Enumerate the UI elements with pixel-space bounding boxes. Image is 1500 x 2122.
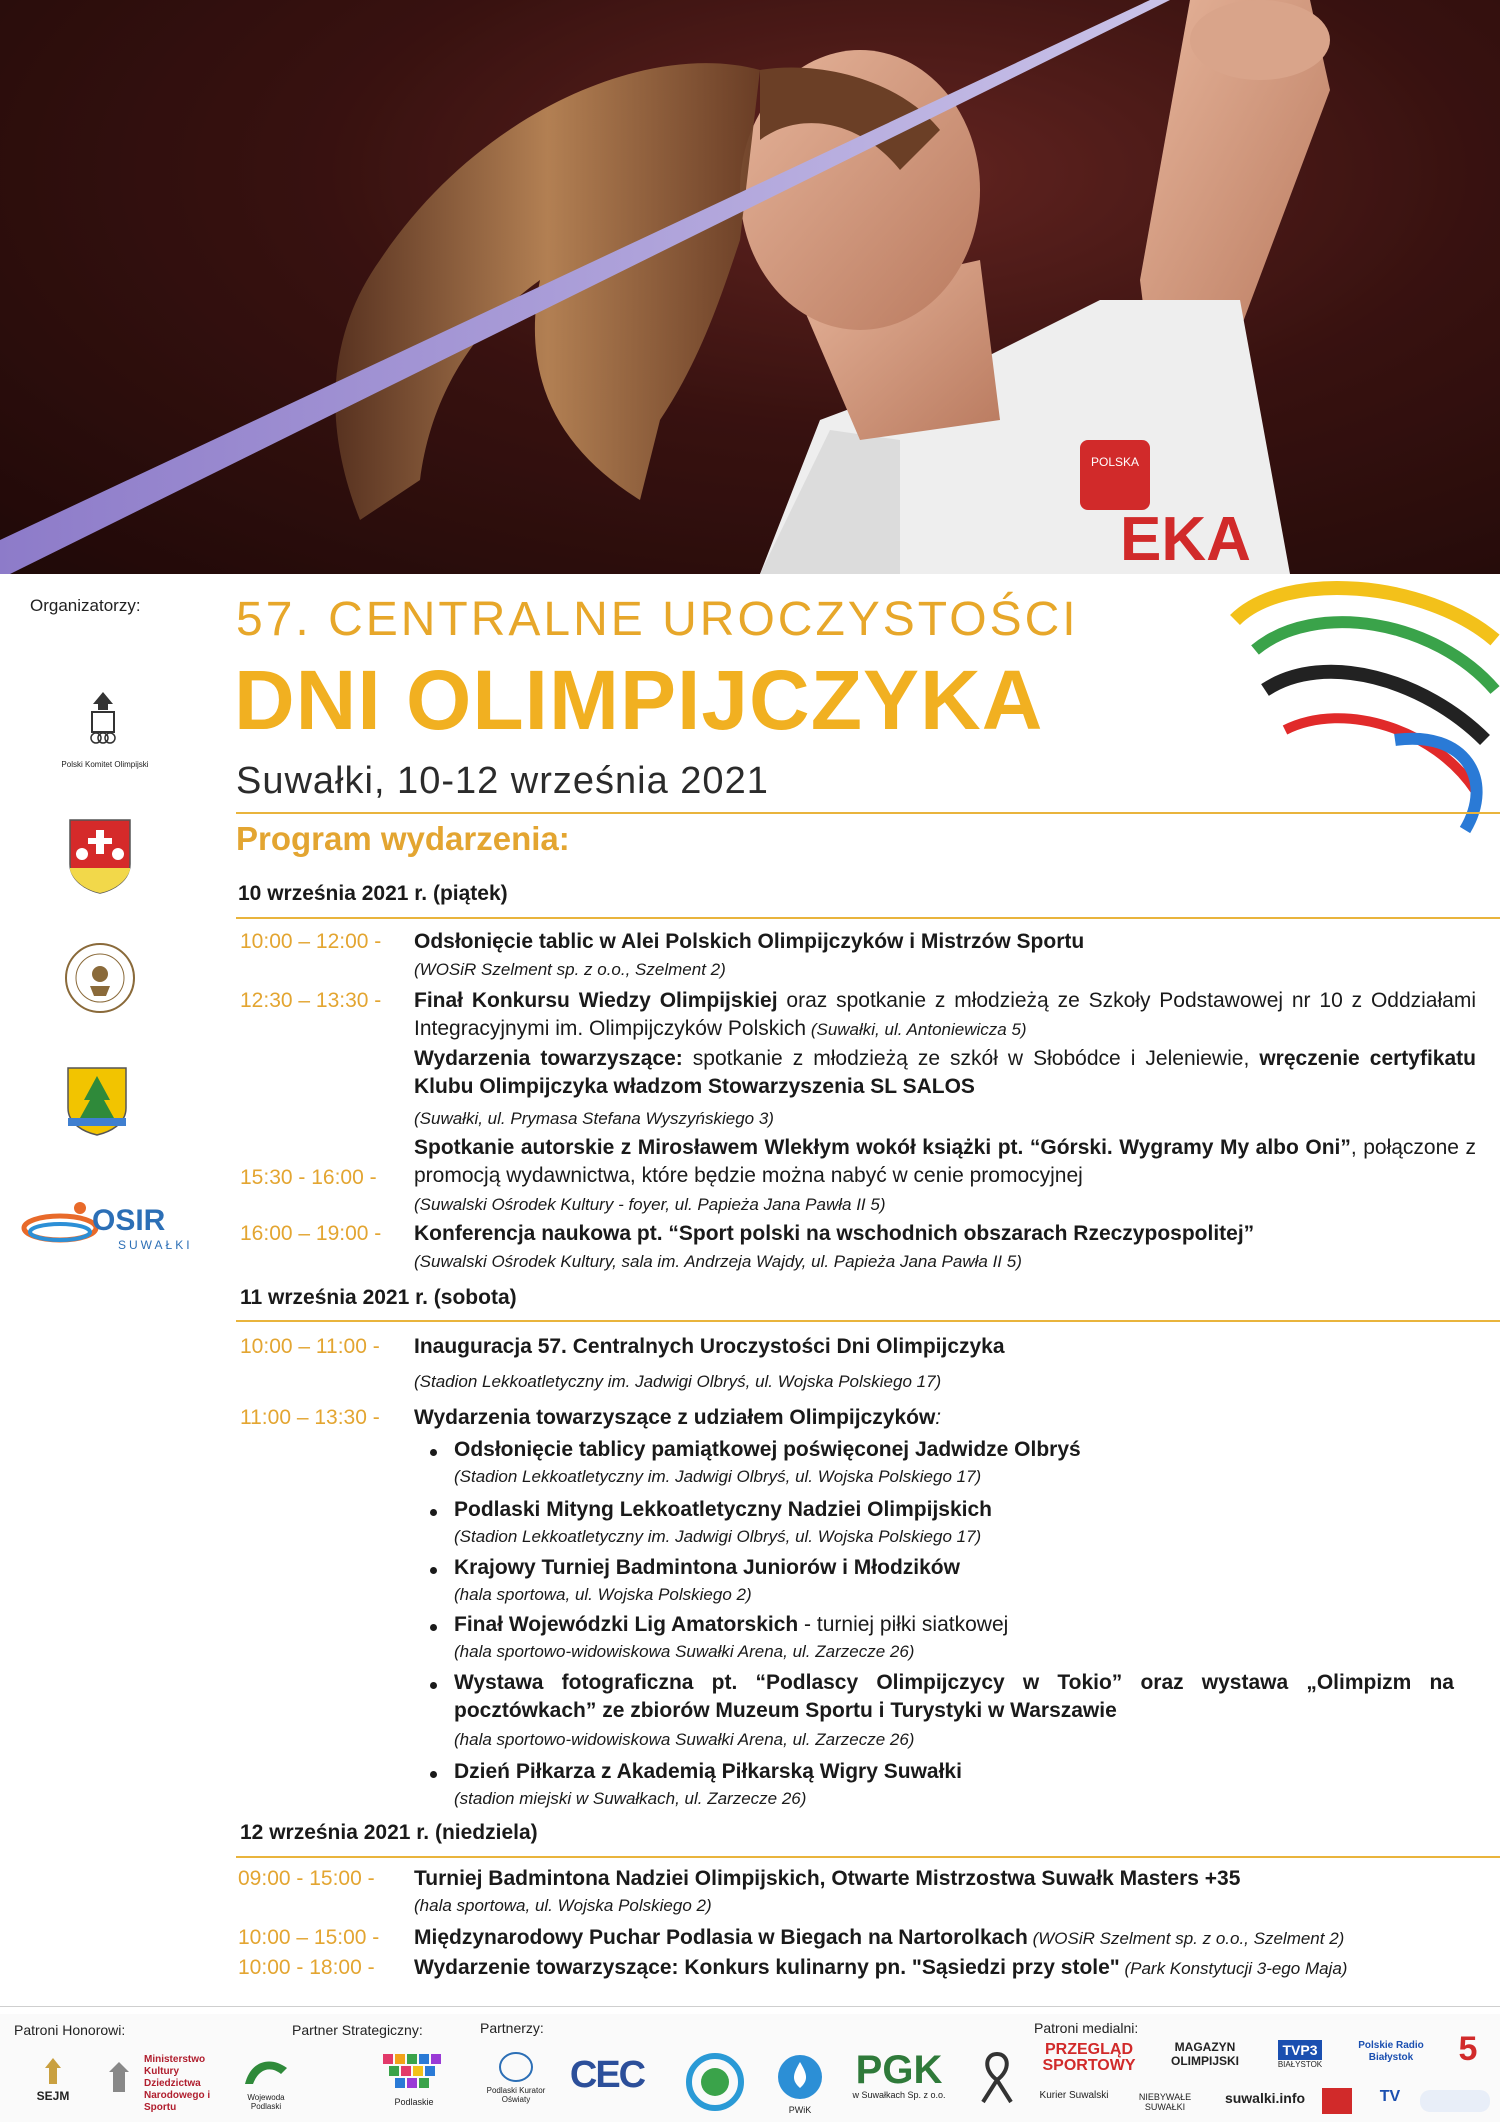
event-name: Wydarzenia towarzyszące: — [414, 1047, 683, 1070]
event-description — [414, 1924, 1494, 1953]
pwik-text: PWiK — [788, 2105, 812, 2115]
list-item — [454, 1554, 1454, 1582]
tvp3-logo — [1270, 2040, 1330, 2069]
hero-photo — [0, 0, 1500, 574]
event-details: , połączone z promocją wydawnictwa, które będzie można nabyć w cenie promocyjnej — [414, 1136, 1476, 1187]
suwalki-coat-of-arms — [68, 818, 132, 894]
event-name: Wydarzenie towarzyszące: Konkurs kulinarny pn. "Sąsiedzi przy stole" — [414, 1956, 1120, 1979]
radio5-logo: 5 — [1458, 2030, 1478, 2068]
list-item-title: Odsłonięcie tablicy pamiątkowej poświęconej Jadwidze Olbryś — [454, 1438, 1081, 1461]
sejm-logo — [18, 2056, 88, 2103]
eagle-emblem — [96, 2058, 142, 2101]
podlaskie-text: Podlaskie — [394, 2097, 434, 2107]
podlaskie-mosaic-icon — [379, 2050, 449, 2094]
shirt-letters: EKA — [1120, 505, 1251, 574]
event-description — [414, 1865, 1476, 1893]
event-location: (Suwalski Ośrodek Kultury - foyer, ul. Papieża Jana Pawła II 5) — [414, 1195, 886, 1214]
event-location: (Park Konstytucji 3-ego Maja) — [1119, 1959, 1348, 1978]
cec-logo — [552, 2054, 662, 2097]
list-item-location: (Stadion Lekkoatletyczny im. Jadwigi Olbryś, ul. Wojska Polskiego 17) — [454, 1467, 982, 1486]
osir-city: SUWAŁKI — [118, 1238, 193, 1252]
event-location: (Stadion Lekkoatletyczny im. Jadwigi Olbryś, ul. Wojska Polskiego 17) — [414, 1372, 942, 1391]
suwalki-city-logo — [1420, 2090, 1490, 2112]
bullet-icon — [430, 1682, 437, 1689]
event-location: (WOSiR Szelment sp. z o.o., Szelment 2) — [1027, 1929, 1345, 1948]
event-details: spotkanie z młodzieżą ze szkół w Słobódce i Jeleniewie, — [682, 1047, 1260, 1070]
event-time: 10:00 - 18:00 - — [238, 1956, 375, 1979]
list-item-title: Krajowy Turniej Badmintona Juniorów i Młodzików — [454, 1556, 960, 1579]
list-item-title: Finał Wojewódzki Lig Amatorskich — [454, 1613, 799, 1636]
pwik-logo — [770, 2052, 830, 2115]
kurator-text: Podlaski Kurator Oświaty — [486, 2086, 546, 2104]
suwalki-info-logo: suwalki.info — [1224, 2090, 1306, 2106]
kurator-logo — [486, 2050, 546, 2104]
niebywale-suwalki-logo: NIEBYWAŁE SUWAŁKI — [1138, 2092, 1192, 2112]
event-description — [414, 1954, 1494, 1983]
event-details: oraz spotkanie z młodzieżą ze Szkoły Podstawowej nr 10 z Oddziałami Integracyjnymi im. Olimpijczyków Polskich — [414, 989, 1476, 1040]
partners-label: Partnerzy: — [480, 2020, 544, 2036]
event-time: 12:30 – 13:30 - — [240, 989, 382, 1012]
magazyn-olimpijski-logo: MAGAZYN OLIMPIJSKI — [1170, 2040, 1239, 2068]
event-time: 10:00 – 15:00 - — [238, 1926, 380, 1949]
header-divider — [236, 812, 1500, 814]
event-time: 15:30 - 16:00 - — [240, 1166, 377, 1189]
list-item — [454, 1436, 1454, 1464]
osir-name: OSIR — [92, 1204, 166, 1237]
bullet-icon — [430, 1624, 437, 1631]
strategic-partner-label: Partner Strategiczny: — [292, 2022, 423, 2038]
bullet-icon — [430, 1509, 437, 1516]
event-location: (Suwałki, ul. Prymasa Stefana Wyszyńskiego 3) — [414, 1109, 774, 1128]
event-location: (Suwalski Ośrodek Kultury, sala im. Andrzeja Wajdy, ul. Papieża Jana Pawła II 5) — [414, 1252, 1022, 1271]
event-name: Międzynarodowy Puchar Podlasia w Biegach na Nartorolkach — [414, 1926, 1028, 1949]
list-item-location: (hala sportowo-widowiskowa Suwałki Arena, ul. Zarzecze 26) — [454, 1730, 915, 1749]
event-details: : — [935, 1406, 942, 1429]
event-name: Konferencja naukowa pt. “Sport polski na wschodnich obszarach Rzeczypospolitej” — [414, 1222, 1255, 1245]
tvp3-subtext: BIAŁYSTOK — [1277, 2060, 1323, 2069]
event-location: (WOSiR Szelment sp. z o.o., Szelment 2) — [414, 960, 726, 979]
radio-bialystok-logo: Polskie Radio Białystok — [1358, 2040, 1424, 2063]
list-item-title: Wystawa fotograficzna pt. “Podlascy Olimpijczycy w Tokio” oraz wystawa „Olimpizm na pocztówkach” ze zbiorów Muzeum Sportu i Turystyki w Warszawie — [454, 1671, 1454, 1722]
list-item — [454, 1496, 1454, 1524]
list-item-location: (hala sportowa, ul. Wojska Polskiego 2) — [454, 1585, 752, 1604]
kurier-suwalski-logo: Kurier Suwalski — [1039, 2090, 1109, 2101]
program-heading: Program wydarzenia: — [236, 820, 570, 857]
event-title-line — [414, 928, 1474, 956]
event-location: (Suwałki, ul. Antoniewicza 5) — [806, 1020, 1027, 1039]
tv-logo: TV — [1379, 2088, 1401, 2105]
event-title: DNI OLIMPIJCZYKA — [234, 653, 1044, 747]
wojewoda-text: Wojewoda Podlaski — [247, 2093, 285, 2111]
day-heading: 11 września 2021 r. (sobota) — [240, 1286, 517, 1309]
polish-eagle-icon — [99, 2058, 139, 2098]
sejm-text: SEJM — [36, 2089, 70, 2103]
event-description — [414, 1404, 1476, 1432]
day-heading: 12 września 2021 r. (niedziela) — [240, 1821, 538, 1844]
day-divider — [236, 1856, 1500, 1858]
bullet-icon — [430, 1771, 437, 1778]
event-date-location: Suwałki, 10-12 września 2021 — [236, 760, 769, 802]
list-item-title: Podlaski Mityng Lekkoatletyczny Nadziei Olimpijskich — [454, 1498, 992, 1521]
event-name: Spotkanie autorskie z Mirosławem Wlekłym wokół książki pt. “Górski. Wygramy My albo Oni” — [414, 1136, 1351, 1159]
event-name: Odsłonięcie tablic w Alei Polskich Olimpijczyków i Mistrzów Sportu — [414, 930, 1085, 953]
wojewoda-logo — [236, 2050, 296, 2111]
olympic-academy-seal — [62, 940, 138, 1016]
event-location: (hala sportowa, ul. Wojska Polskiego 2) — [414, 1896, 712, 1915]
event-time: 11:00 – 13:30 - — [240, 1406, 380, 1429]
pkol-logo — [78, 690, 128, 760]
pkol-caption: Polski Komitet Olimpijski — [61, 760, 149, 769]
list-item-details: - turniej piłki siatkowej — [798, 1613, 1009, 1636]
podlaskie-logo — [374, 2050, 454, 2107]
event-subtitle: 57. CENTRALNE UROCZYSTOŚCI — [236, 593, 1079, 646]
list-item-location: (Stadion Lekkoatletyczny im. Jadwigi Olbryś, ul. Wojska Polskiego 17) — [454, 1527, 982, 1546]
event-time: 10:00 – 11:00 - — [240, 1335, 380, 1358]
event-description — [414, 1134, 1476, 1190]
ministry-logo: Ministerstwo Kultury Dziedzictwa Narodowego i Sportu — [144, 2054, 211, 2113]
media-patrons-label: Patroni medialni: — [1034, 2020, 1139, 2036]
ribbon-logo — [972, 2050, 1022, 2109]
olympic-rings-swoosh — [1225, 580, 1500, 840]
event-description — [414, 1333, 1476, 1361]
hero-illustration — [0, 0, 1500, 574]
list-item-location: (stadion miejski w Suwałkach, ul. Zarzecze 26) — [454, 1789, 807, 1808]
event-name: Finał Konkursu Wiedzy Olimpijskiej — [414, 989, 778, 1012]
event-description — [414, 987, 1476, 1044]
event-name: Wydarzenia towarzyszące z udziałem Olimpijczyków — [414, 1406, 936, 1429]
event-name: Inauguracja 57. Centralnych Uroczystości Dni Olimpijczyka — [414, 1335, 1005, 1358]
footer-divider — [0, 2006, 1500, 2007]
event-name: Turniej Badmintona Nadziei Olimpijskich, Otwarte Mistrzostwa Suwałk Masters +35 — [414, 1867, 1241, 1890]
event-description — [414, 1045, 1476, 1101]
event-highlight: wręczenie certyfikatu Klubu Olimpijczyka władzom Stowarzyszenia SL SALOS — [414, 1047, 1476, 1098]
event-time: 16:00 – 19:00 - — [240, 1222, 382, 1245]
list-item — [454, 1758, 1454, 1786]
event-time: 09:00 - 15:00 - — [238, 1867, 375, 1890]
bullet-icon — [430, 1449, 437, 1456]
day-divider — [236, 1320, 1500, 1322]
county-coat-of-arms — [66, 1066, 128, 1136]
sejm-eagle-icon — [33, 2056, 73, 2086]
przeglad-sportowy-logo: PRZEGLĄD SPORTOWY — [1042, 2041, 1136, 2074]
bison-icon — [241, 2050, 291, 2090]
water-drop-icon — [775, 2052, 825, 2102]
list-item-location: (hala sportowo-widowiskowa Suwałki Arena, ul. Zarzecze 26) — [454, 1642, 915, 1661]
organizers-label: Organizatorzy: — [30, 596, 141, 615]
circle-partner-logo — [680, 2052, 750, 2115]
ribbon-icon — [975, 2050, 1019, 2106]
shirt-text: POLSKA — [1090, 455, 1140, 469]
event-description — [414, 1220, 1476, 1248]
kurator-emblem-icon — [496, 2050, 536, 2084]
pgk-text: PGK — [855, 2048, 943, 2092]
bullet-icon — [430, 1567, 437, 1574]
cec-text: CEC — [569, 2054, 645, 2096]
day-heading: 10 września 2021 r. (piątek) — [238, 882, 508, 905]
partner-ring-icon — [685, 2052, 745, 2112]
list-item — [454, 1669, 1454, 1725]
tvp3-text: TVP3 — [1278, 2040, 1321, 2060]
red-media-logo — [1322, 2088, 1352, 2114]
honorary-patrons-label: Patroni Honorowi: — [14, 2022, 126, 2038]
list-item — [454, 1611, 1454, 1639]
day-divider — [236, 917, 1500, 919]
pgk-logo — [844, 2050, 954, 2100]
pgk-subtext: w Suwałkach Sp. z o.o. — [852, 2090, 946, 2100]
event-time: 10:00 – 12:00 - — [240, 930, 382, 953]
list-item-title: Dzień Piłkarza z Akademią Piłkarską Wigry Suwałki — [454, 1760, 962, 1783]
